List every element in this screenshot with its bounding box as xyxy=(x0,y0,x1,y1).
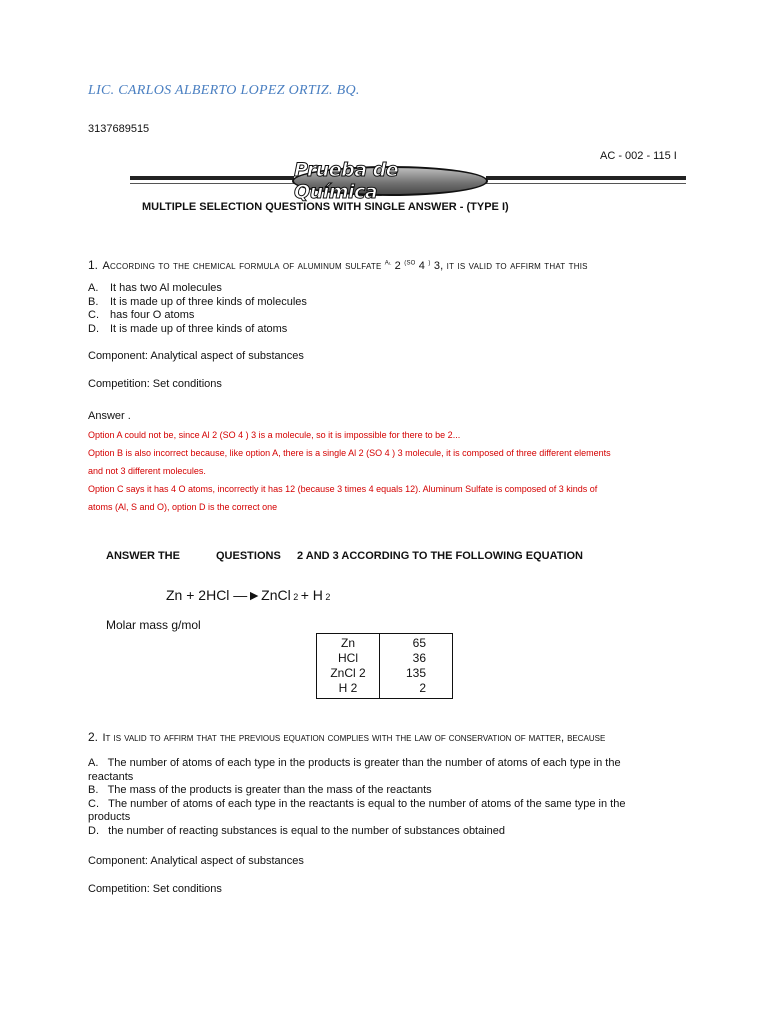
chemical-equation xyxy=(166,587,330,603)
title-banner xyxy=(292,159,488,203)
section-title: MULTIPLE SELECTION QUESTIONS WITH SINGLE ANSWER - (TYPE I) xyxy=(142,201,509,213)
answer-line: Option B is also incorrect because, like option A, there is a single Al 2 (SO 4 ) 3 molecule, it is composed of three different elements xyxy=(88,448,611,458)
option-d[interactable] xyxy=(88,825,658,839)
formula-subscript: 2 xyxy=(391,260,405,272)
section-2-heading-b: QUESTIONS xyxy=(216,550,281,562)
table-cell: Zn xyxy=(340,636,355,650)
banner-rule-right xyxy=(486,176,686,180)
option-d[interactable] xyxy=(88,323,307,337)
answer-line: atoms (Al, S and O), option D is the correct one xyxy=(88,502,278,512)
option-a[interactable] xyxy=(88,757,658,784)
banner-rule-right-thin xyxy=(486,183,686,184)
equation-text: Zn + 2HCl —►ZnCl xyxy=(166,587,291,603)
table-cell: 65 xyxy=(412,636,426,650)
molar-mass-table xyxy=(316,633,453,699)
table-row xyxy=(317,634,453,699)
banner-title: Prueba de Química xyxy=(294,159,399,203)
option-text: It has two Al molecules xyxy=(110,282,222,294)
formula-subscript: 3 xyxy=(430,260,441,272)
question-1 xyxy=(88,256,588,274)
option-a[interactable] xyxy=(88,282,307,296)
answer-label: Answer . xyxy=(88,410,131,422)
answer-explanation xyxy=(88,426,708,516)
question-1-options xyxy=(88,282,307,336)
banner-rule-left-thin xyxy=(130,183,294,184)
option-letter: B. xyxy=(88,295,99,308)
option-c[interactable] xyxy=(88,798,658,825)
formula-subscript: 4 xyxy=(415,260,429,272)
option-text: The mass of the products is greater than the mass of the reactants xyxy=(107,784,432,796)
option-letter: A. xyxy=(88,757,99,769)
question-stem: It is valid to affirm that the previous equation complies with the law of conservation of matter, because xyxy=(102,732,606,744)
equation-subscript: 2 xyxy=(290,592,301,602)
equation-subscript: 2 xyxy=(322,592,331,602)
question-number: 1. xyxy=(88,258,99,272)
section-2-heading-c: 2 AND 3 ACCORDING TO THE FOLLOWING EQUATION xyxy=(297,550,583,562)
question-stem xyxy=(102,260,587,272)
option-b[interactable] xyxy=(88,784,658,798)
banner-rule-left xyxy=(130,176,294,180)
option-letter: C. xyxy=(88,309,99,321)
option-text: The number of atoms of each type in the products is greater than the number of atoms of each type in the reactants xyxy=(88,757,621,783)
table-cell: 135 xyxy=(405,666,426,680)
question-number: 2. xyxy=(88,730,99,744)
stem-part: , it is valid to affirm that this xyxy=(440,260,588,272)
option-text: It is made up of three kinds of atoms xyxy=(110,322,288,335)
table-cell: 2 xyxy=(419,681,426,695)
section-2-heading-a: ANSWER THE xyxy=(106,550,180,562)
option-letter: A. xyxy=(88,282,99,294)
option-b[interactable] xyxy=(88,296,307,310)
molar-mass-label: Molar mass g/mol xyxy=(106,618,201,632)
mass-column xyxy=(380,634,453,699)
option-text: It is made up of three kinds of molecules xyxy=(110,295,307,308)
equation-text: + H xyxy=(300,587,323,603)
option-letter: D. xyxy=(88,824,99,837)
option-letter: D. xyxy=(88,322,99,335)
option-text: has four O atoms xyxy=(110,309,195,321)
document-code: AC - 002 - 115 I xyxy=(600,150,677,162)
option-c[interactable] xyxy=(88,309,307,323)
competition-label: Competition: Set conditions xyxy=(88,883,222,895)
formula-element: Al xyxy=(384,260,392,267)
option-text: The number of atoms of each type in the reactants is equal to the number of atoms of the same type in the products xyxy=(88,797,626,823)
table-cell: H 2 xyxy=(338,681,358,695)
answer-line: Option C says it has 4 O atoms, incorrectly it has 12 (because 3 times 4 equals 12). Aluminum Sulfate is composed of 3 kinds of xyxy=(88,484,598,494)
competition-label: Competition: Set conditions xyxy=(88,378,222,390)
option-text: the number of reacting substances is equal to the number of substances obtained xyxy=(108,824,506,837)
stem-part: According to the chemical formula of aluminum sulfate xyxy=(102,260,385,272)
author-name: LIC. CARLOS ALBERTO LOPEZ ORTIZ. BQ. xyxy=(88,83,360,98)
substance-column xyxy=(317,634,380,699)
phone-number: 3137689515 xyxy=(88,123,150,135)
component-label: Component: Analytical aspect of substances xyxy=(88,855,304,867)
table-cell: 36 xyxy=(412,651,426,665)
formula-paren: ) xyxy=(428,260,431,267)
answer-line: and not 3 different molecules. xyxy=(88,466,206,476)
table-cell: ZnCl 2 xyxy=(330,666,366,680)
table-cell: HCl xyxy=(338,651,358,665)
component-label: Component: Analytical aspect of substances xyxy=(88,350,304,362)
option-letter: B. xyxy=(88,784,99,796)
question-2-options xyxy=(88,757,658,838)
option-letter: C. xyxy=(88,797,99,810)
formula-group: (SO xyxy=(404,260,416,267)
answer-line: Option A could not be, since Al 2 (SO 4 ) 3 is a molecule, so it is impossible for there to be 2... xyxy=(88,430,461,440)
question-2 xyxy=(88,728,605,746)
